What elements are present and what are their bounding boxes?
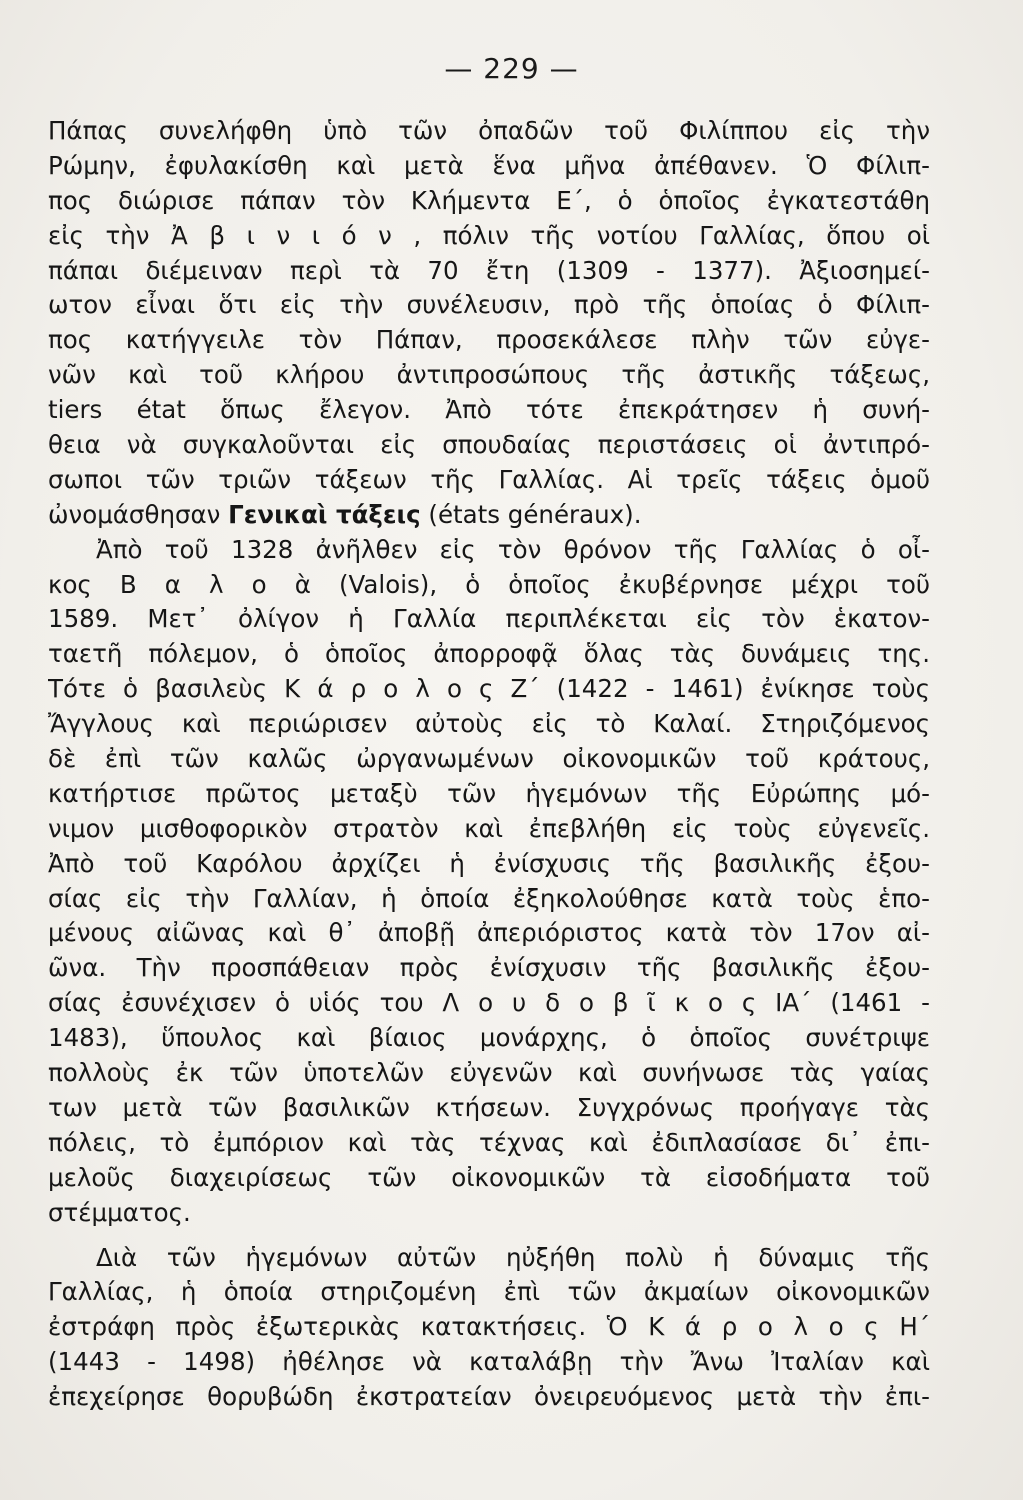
text-line: Ἀπὸ τοῦ 1328 ἀνῆλθεν εἰς τὸν θρόνον τῆς Γαλλίας ὁ οἶ-: [96, 534, 930, 564]
text-line: σίας ἐσυνέχισεν ὁ υἱός του Λ ο υ δ ο β ῖ κ ο ς ΙΑ΄ (1461 -: [48, 988, 930, 1018]
text-line: Γαλλίας, ἡ ὁποία στηριζομένη ἐπὶ τῶν ἀκμαίων οἰκονομικῶν: [48, 1277, 930, 1307]
bold-term: Γενικαὶ τάξεις: [228, 499, 421, 529]
text-line: μένους αἰῶνας καὶ θ᾽ ἀποβῇ ἀπεριόριστος κατὰ τὸν 17ον αἰ-: [48, 918, 930, 948]
text-line: κος Β α λ ο ὰ (Valois), ὁ ὁποῖος ἐκυβέρνησε μέχρι τοῦ: [48, 569, 930, 599]
text-run: ὠνομάσθησαν: [48, 499, 229, 529]
page-number: — 229 —: [444, 52, 579, 85]
text-line: ἐστράφη πρὸς ἐξωτερικὰς κατακτήσεις. Ὁ Κ ά ρ ο λ ο ς Η΄: [48, 1312, 930, 1342]
text-run: (états généraux).: [420, 499, 642, 529]
body-text: [48, 114, 930, 1415]
paragraph-2: [48, 533, 930, 1231]
text-line: Ἀπὸ τοῦ Καρόλου ἀρχίζει ἡ ἐνίσχυσις τῆς βασιλικῆς ἐξου-: [48, 848, 930, 878]
text-line: 1483), ὕπουλος καὶ βίαιος μονάρχης, ὁ ὁποῖος συνέτριψε: [48, 1023, 930, 1053]
text-line: σίας εἰς τὴν Γαλλίαν, ἡ ὁποία ἐξηκολούθησε κατὰ τοὺς ἑπο-: [48, 883, 930, 913]
text-line: Ἄγγλους καὶ περιώρισεν αὐτοὺς εἰς τὸ Καλαί. Στηριζόμενος: [48, 709, 930, 739]
text-line: ῶνα. Τὴν προσπάθειαν πρὸς ἐνίσχυσιν τῆς βασιλικῆς ἐξου-: [48, 953, 930, 983]
text-line: πος διώρισε πάπαν τὸν Κλήμεντα Ε΄, ὁ ὁποῖος ἐγκατεστάθη: [48, 185, 930, 215]
text-line: πάπαι διέμειναν περὶ τὰ 70 ἔτη (1309 - 1377). Ἀξιοσημεί-: [48, 255, 930, 285]
text-line: των μετὰ τῶν βασιλικῶν κτήσεων. Συγχρόνως προήγαγε τὰς: [48, 1092, 930, 1122]
text-line: Πάπας συνελήφθη ὑπὸ τῶν ὀπαδῶν τοῦ Φιλίππου εἰς τὴν: [48, 116, 930, 145]
text-line: ωτον εἶναι ὅτι εἰς τὴν συνέλευσιν, πρὸ τῆς ὁποίας ὁ Φίλιπ-: [48, 290, 930, 320]
text-line: πολλοὺς ἐκ τῶν ὑποτελῶν εὐγενῶν καὶ συνήνωσε τὰς γαίας: [48, 1058, 930, 1088]
paragraph-1: [48, 114, 930, 533]
text-line: ἐπεχείρησε θορυβώδη ἐκστρατείαν ὀνειρευόμενος μετὰ τὴν ἐπι-: [48, 1382, 930, 1412]
text-line: στέμματος.: [48, 1197, 191, 1227]
paragraph-spacer: [48, 1231, 930, 1241]
text-line: tiers état ὅπως ἔλεγον. Ἀπὸ τότε ἐπεκράτησεν ἡ συνή-: [48, 395, 930, 425]
text-line: Διὰ τῶν ἡγεμόνων αὐτῶν ηὐξήθη πολὺ ἡ δύναμις τῆς: [96, 1242, 930, 1272]
text-line: θεια νὰ συγκαλοῦνται εἰς σπουδαίας περιστάσεις οἱ ἀντιπρό-: [48, 430, 930, 460]
text-line: νιμον μισθοφορικὸν στρατὸν καὶ ἐπεβλήθη εἰς τοὺς εὐγενεῖς.: [48, 813, 930, 843]
text-line: μελοῦς διαχειρίσεως τῶν οἰκονομικῶν τὰ εἰσοδήματα τοῦ: [48, 1162, 930, 1192]
paragraph-3: [48, 1241, 930, 1415]
text-line: ταετῆ πόλεμον, ὁ ὁποῖος ἀπορροφᾷ ὅλας τὰς δυνάμεις της.: [48, 639, 930, 669]
text-line: Τότε ὁ βασιλεὺς Κ ά ρ ο λ ο ς Ζ΄ (1422 - 1461) ἐνίκησε τοὺς: [48, 674, 930, 704]
text-line: πος κατήγγειλε τὸν Πάπαν, προσεκάλεσε πλὴν τῶν εὐγε-: [48, 325, 930, 355]
text-line: νῶν καὶ τοῦ κλήρου ἀντιπροσώπους τῆς ἀστικῆς τάξεως,: [48, 360, 930, 390]
text-line-with-bold-term: [48, 498, 930, 533]
text-line: 1589. Μετ᾽ ὀλίγον ἡ Γαλλία περιπλέκεται εἰς τὸν ἑκατον-: [48, 604, 930, 634]
text-line: δὲ ἐπὶ τῶν καλῶς ὠργανωμένων οἰκονομικῶν τοῦ κράτους,: [48, 744, 930, 774]
text-line: σωποι τῶν τριῶν τάξεων τῆς Γαλλίας. Αἱ τρεῖς τάξεις ὁμοῦ: [48, 464, 930, 494]
text-line: πόλεις, τὸ ἐμπόριον καὶ τὰς τέχνας καὶ ἐδιπλασίασε δι᾽ ἐπι-: [48, 1127, 930, 1157]
text-line: εἰς τὴν Ἀ β ι ν ι ό ν , πόλιν τῆς νοτίου Γαλλίας, ὅπου οἱ: [48, 220, 930, 250]
text-line: (1443 - 1498) ἠθέλησε νὰ καταλάβῃ τὴν Ἄνω Ἰταλίαν καὶ: [48, 1347, 930, 1377]
text-line: Ρώμην, ἐφυλακίσθη καὶ μετὰ ἕνα μῆνα ἀπέθανεν. Ὁ Φίλιπ-: [48, 150, 930, 180]
text-line: κατήρτισε πρῶτος μεταξὺ τῶν ἡγεμόνων τῆς Εὐρώπης μό-: [48, 778, 930, 808]
